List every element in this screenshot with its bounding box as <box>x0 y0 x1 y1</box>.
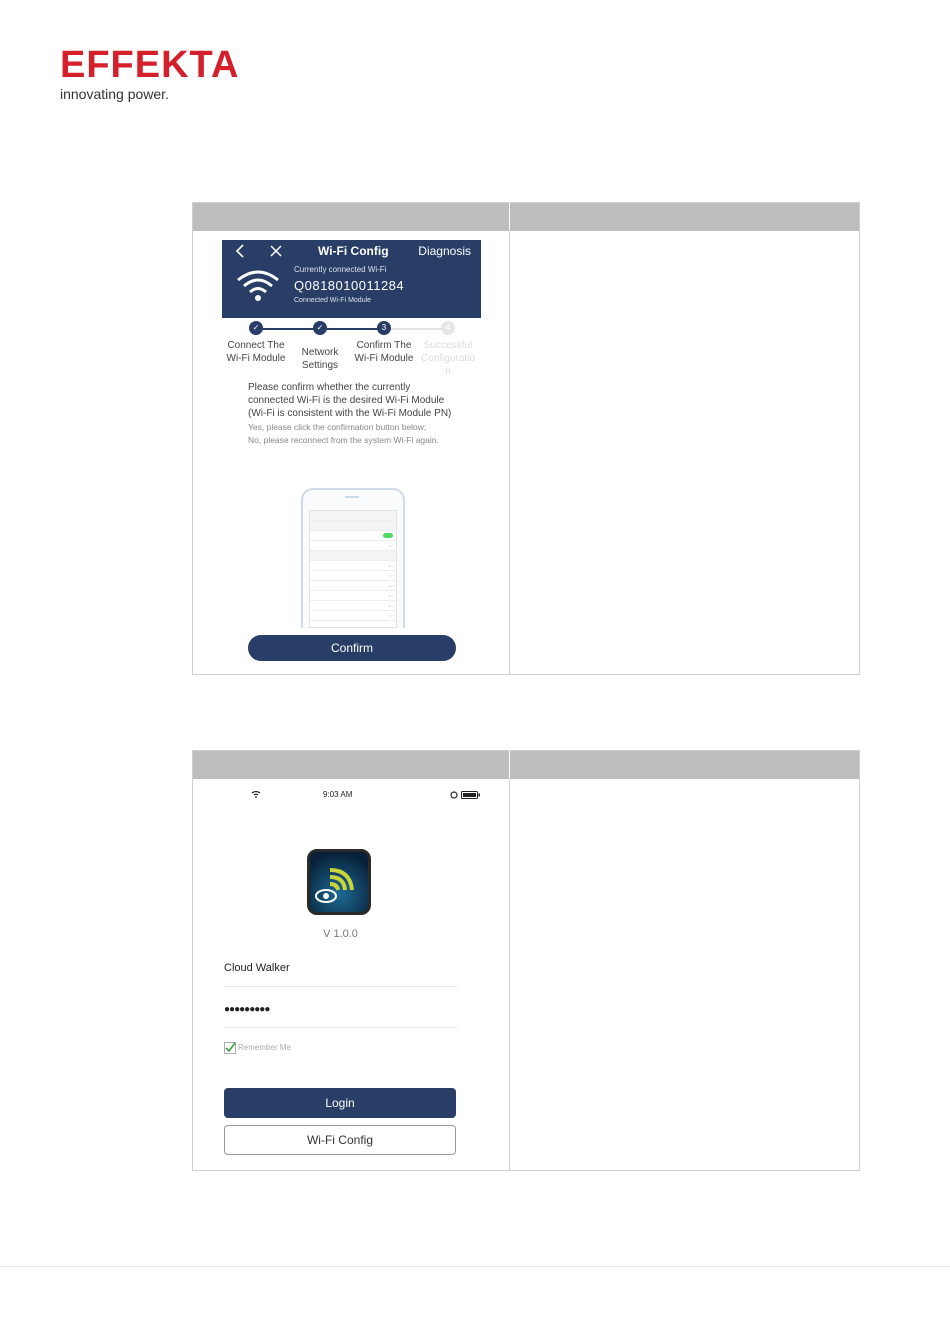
password-field[interactable]: ●●●●●●●●● <box>224 1004 457 1028</box>
logo-brand: EFFEKTA <box>60 44 240 86</box>
screenshot-cell <box>193 231 510 674</box>
module-pn: Q0818010011284 <box>294 278 405 293</box>
step-4-label: Successful Configuratio n <box>421 340 475 377</box>
instruction-text: Please confirm whether the currently connected Wi-Fi is the desired Wi-Fi Module (Wi-Fi is consistent with the Wi-Fi Module PN) <box>248 382 452 419</box>
diagnosis-link[interactable]: Diagnosis <box>418 244 471 258</box>
app-logo-icon <box>307 849 371 915</box>
instruction-table-2 <box>192 750 860 1171</box>
step-2-check-icon: ✓ <box>313 321 327 335</box>
step-3-label: Confirm The Wi-Fi Module <box>354 340 414 364</box>
table-header <box>193 203 859 231</box>
back-icon[interactable] <box>234 244 246 258</box>
remember-label: Remember Me <box>238 1043 291 1053</box>
confirm-button[interactable]: Confirm <box>248 635 456 661</box>
screen-title: Wi-Fi Config <box>318 244 389 258</box>
step-4-dot: 4 <box>441 321 455 335</box>
step-2-label: Network Settings <box>301 347 339 371</box>
yes-text: Yes, please click the confirmation button below; <box>248 422 427 432</box>
phone-wifi-settings-illustration: • ◦ • ◦ • ◦ • ◦ • ◦ • ◦ • ◦ <box>301 488 405 628</box>
wifi-icon <box>236 268 280 302</box>
wifi-config-header <box>222 240 481 318</box>
wifi-signal-icon <box>251 790 261 798</box>
close-icon[interactable] <box>270 245 282 257</box>
instruction-table-1 <box>192 202 860 675</box>
wifi-config-button[interactable]: Wi-Fi Config <box>224 1125 456 1155</box>
logo-tagline: innovating power. <box>60 86 169 102</box>
connected-module-label: Connected Wi-Fi Module <box>294 297 372 304</box>
currently-connected-label: Currently connected Wi-Fi <box>294 265 387 274</box>
status-bar <box>193 789 509 803</box>
footer-divider <box>0 1266 950 1267</box>
description-cell <box>510 231 859 674</box>
no-text: No, please reconnect from the system Wi-Fi again. <box>248 435 439 445</box>
step-1-check-icon: ✓ <box>249 321 263 335</box>
alarm-icon <box>450 791 458 799</box>
login-button[interactable]: Login <box>224 1088 456 1118</box>
screenshot-cell <box>193 779 510 1170</box>
description-cell <box>510 779 859 1170</box>
step-1-label: Connect The Wi-Fi Module <box>226 340 286 364</box>
company-logo <box>60 46 239 102</box>
check-icon <box>225 1042 236 1053</box>
battery-icon <box>461 791 481 799</box>
table-header <box>193 751 859 779</box>
remember-me[interactable] <box>224 1042 291 1054</box>
app-version: V 1.0.0 <box>323 928 358 940</box>
username-field[interactable]: Cloud Walker <box>224 962 457 987</box>
remember-checkbox[interactable] <box>224 1042 236 1054</box>
confirm-instructions <box>248 381 458 446</box>
step-3-dot: 3 <box>377 321 391 335</box>
status-time: 9:03 AM <box>323 790 353 799</box>
progress-steps <box>222 319 481 379</box>
